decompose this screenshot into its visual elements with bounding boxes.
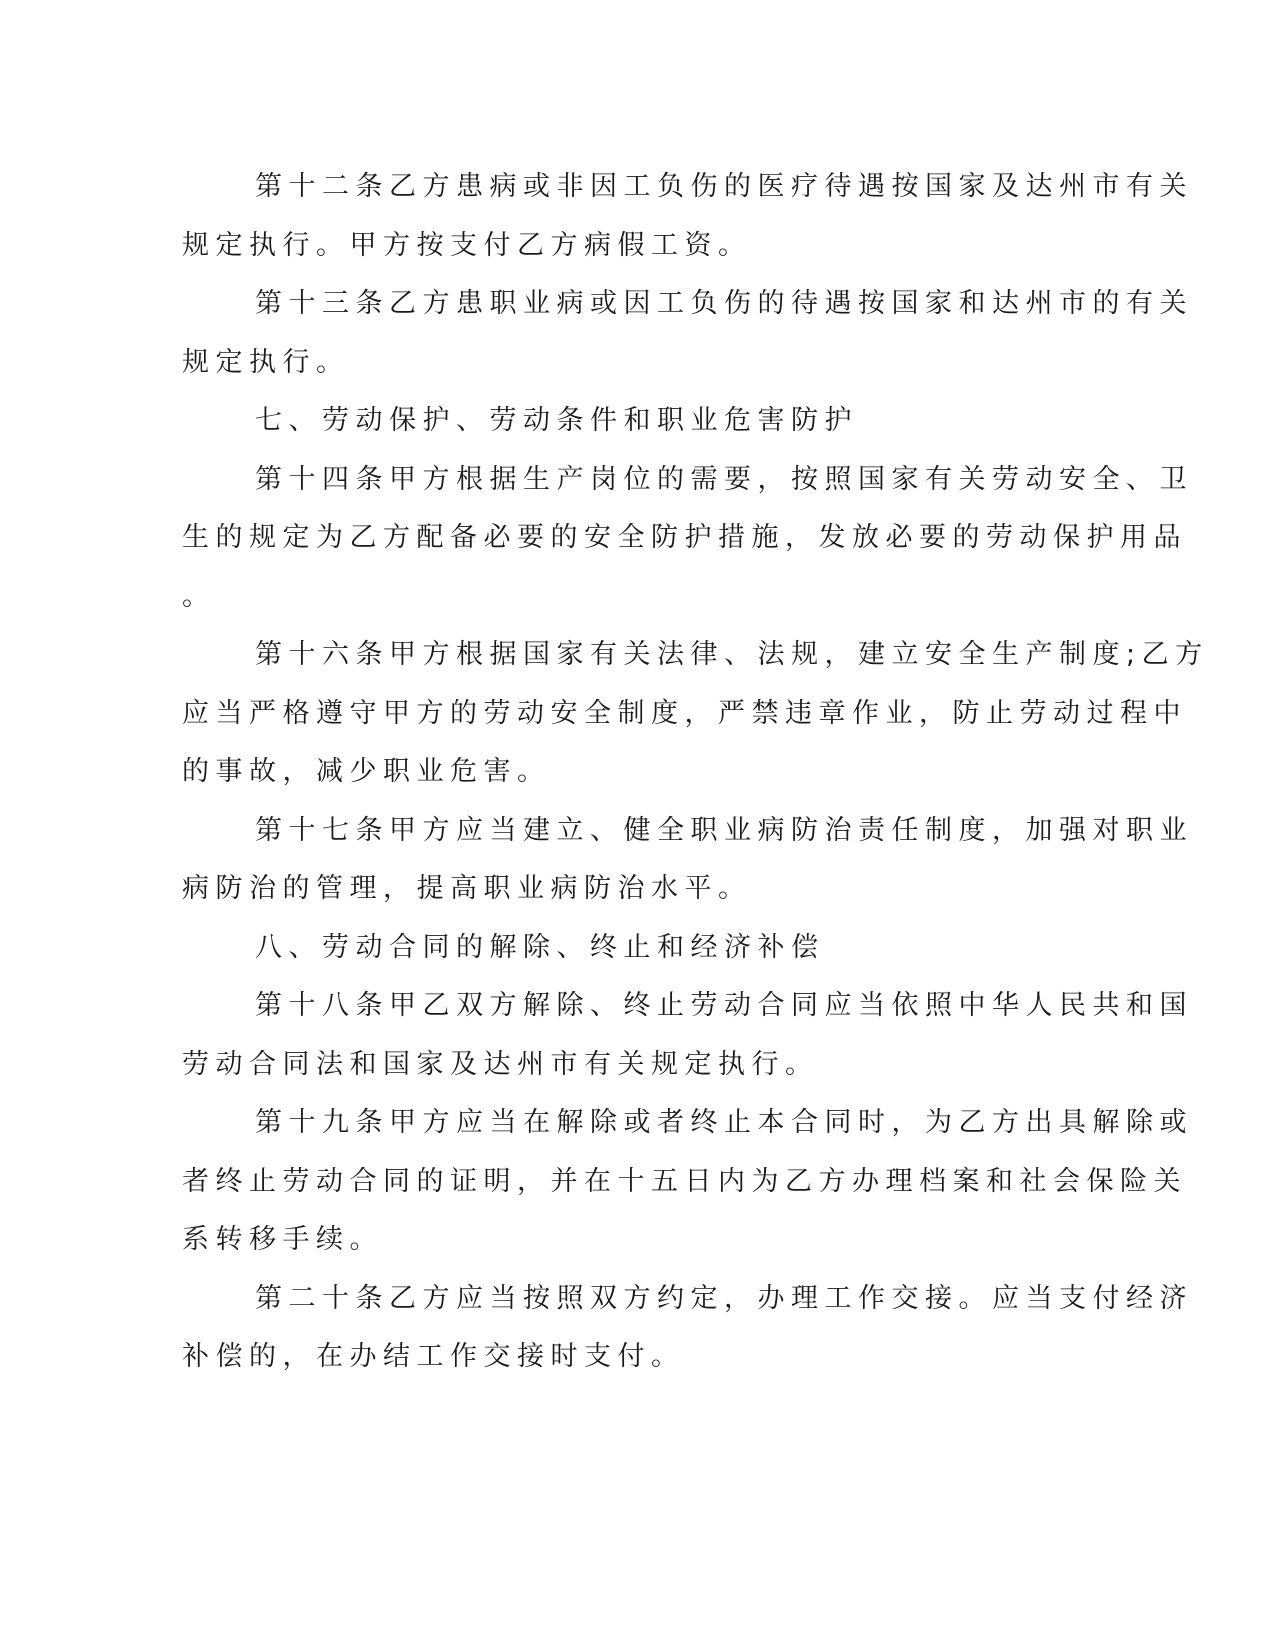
paragraph-article-20: [182, 1270, 1193, 1387]
text-line: 补偿的，在办结工作交接时支付。: [182, 1341, 685, 1372]
paragraph-article-17: [182, 802, 1193, 919]
section-heading-7: [182, 392, 1032, 451]
text-line: 生的规定为乙方配备必要的安全防护措施，发放必要的劳动保护用品: [182, 522, 1187, 553]
text-line: 。: [182, 580, 216, 612]
text-line: 八、劳动合同的解除、终止和经济补偿: [255, 931, 825, 963]
text-line: 劳动合同法和国家及达州市有关规定执行。: [182, 1048, 819, 1080]
text-line: 第二十条乙方应当按照双方约定，办理工作交接。应当支付经济: [255, 1282, 1193, 1314]
section-heading-8: [182, 919, 1032, 978]
text-line: 第十七条甲方应当建立、健全职业病防治责任制度，加强对职业: [255, 814, 1193, 846]
text-line: 应当严格遵守甲方的劳动安全制度，严禁违章作业，防止劳动过程中: [182, 697, 1187, 729]
text-line: 规定执行。: [182, 346, 350, 378]
text-line: 病防治的管理，提高职业病防治水平。: [182, 873, 752, 904]
text-line: 第十四条甲方根据生产岗位的需要，按照国家有关劳动安全、卫: [255, 463, 1193, 495]
paragraph-article-19: [182, 1094, 1193, 1270]
text-line: 第十三条乙方患职业病或因工负伤的待遇按国家和达州市的有关: [255, 288, 1193, 319]
text-line: 第十九条甲方应当在解除或者终止本合同时，为乙方出具解除或: [255, 1107, 1193, 1138]
document-body: [182, 158, 1209, 1387]
text-line: 第十六条甲方根据国家有关法律、法规，建立安全生产制度;乙方: [255, 639, 1209, 670]
paragraph-article-12: [182, 158, 1193, 275]
text-line: 七、劳动保护、劳动条件和职业危害防护: [255, 405, 858, 436]
text-line: 第十二条乙方患病或非因工负伤的医疗待遇按国家及达州市有关: [255, 171, 1193, 202]
text-line: 者终止劳动合同的证明，并在十五日内为乙方办理档案和社会保险关: [182, 1165, 1187, 1197]
paragraph-article-18: [182, 977, 1193, 1094]
text-line: 的事故，减少职业危害。: [182, 756, 551, 787]
paragraph-article-16: [182, 626, 1209, 802]
text-line: 系转移手续。: [182, 1224, 383, 1255]
paragraph-article-14: [182, 451, 1193, 627]
text-line: 第十八条甲乙双方解除、终止劳动合同应当依照中华人民共和国: [255, 990, 1193, 1021]
text-line: 规定执行。甲方按支付乙方病假工资。: [182, 229, 752, 261]
paragraph-article-13: [182, 275, 1193, 392]
